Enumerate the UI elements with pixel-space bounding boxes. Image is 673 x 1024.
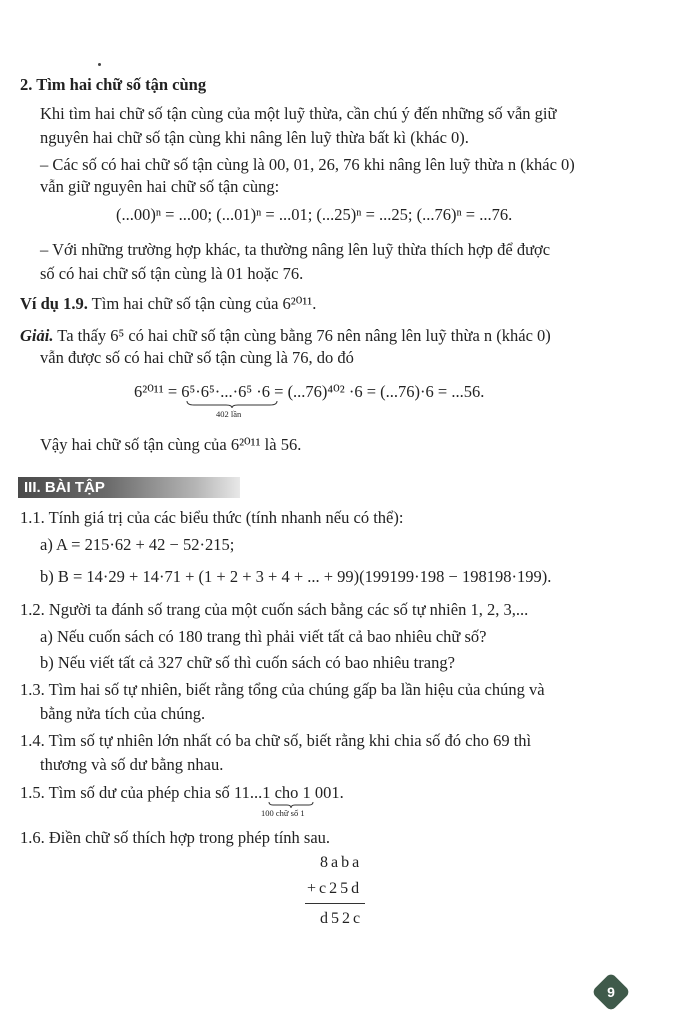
example-text: Tìm hai chữ số tận cùng của 6²⁰¹¹. bbox=[87, 294, 317, 313]
solution-text: Ta thấy 6⁵ có hai chữ số tận cùng bằng 76 nên nâng lên luỹ thừa n (khác 0) bbox=[53, 326, 551, 345]
formula-left: 6²⁰¹¹ = bbox=[134, 382, 182, 401]
exercise-1-2-a: a) Nếu cuốn sách có 180 trang thì phải viết tất cả bao nhiêu chữ số? bbox=[40, 627, 487, 646]
paragraph-line: nguyên hai chữ số tận cùng khi nâng lên luỹ thừa bất kì (khác 0). bbox=[40, 128, 469, 147]
page-number: 9 bbox=[607, 984, 615, 1000]
exercise-1-5-post: cho 1 001. bbox=[270, 783, 344, 802]
underbrace-note: 402 lần bbox=[216, 409, 242, 419]
paragraph-line: – Với những trường hợp khác, ta thường nâng lên luỹ thừa thích hợp để được bbox=[40, 240, 551, 259]
exercise-1-5-pre: 1.5. Tìm số dư của phép chia số bbox=[20, 783, 234, 802]
addition-sum: d52c bbox=[320, 910, 364, 927]
paragraph-line: vẫn giữ nguyên hai chữ số tận cùng: bbox=[40, 177, 280, 196]
stray-dot bbox=[98, 63, 101, 66]
formula-line: (...00)ⁿ = ...00; (...01)ⁿ = ...01; (...25)ⁿ = ...25; (...76)ⁿ = ...76. bbox=[116, 205, 513, 224]
exercise-1-1-b: b) B = 14·29 + 14·71 + (1 + 2 + 3 + 4 + ... + 99)(199199·198 − 198198·199). bbox=[40, 567, 552, 586]
exercise-1-1: 1.1. Tính giá trị của các biểu thức (tính nhanh nếu có thể): bbox=[20, 508, 404, 527]
exercise-1-2: 1.2. Người ta đánh số trang của một cuốn sách bằng các số tự nhiên 1, 2, 3,... bbox=[20, 600, 529, 619]
exercise-1-2-b: b) Nếu viết tất cả 327 chữ số thì cuốn sách có bao nhiêu trang? bbox=[40, 653, 455, 672]
paragraph-line: số có hai chữ số tận cùng là 01 hoặc 76. bbox=[40, 264, 304, 283]
exercise-1-5-number: 11...1 bbox=[233, 783, 271, 802]
paragraph-line: Khi tìm hai chữ số tận cùng của một luỹ thừa, cần chú ý đến những số vẫn giữ bbox=[40, 104, 557, 123]
underbrace-icon bbox=[268, 801, 314, 808]
underbrace-note: 100 chữ số 1 bbox=[261, 808, 305, 818]
section-heading: 2. Tìm hai chữ số tận cùng bbox=[20, 75, 207, 94]
exercise-1-5 bbox=[20, 785, 344, 802]
underbrace-icon bbox=[186, 400, 278, 408]
example-line bbox=[20, 296, 316, 313]
exercise-1-6: 1.6. Điền chữ số thích hợp trong phép tính sau. bbox=[20, 828, 331, 847]
exercise-1-3-cont: bằng nửa tích của chúng. bbox=[40, 704, 206, 723]
exercise-1-4-cont: thương và số dư bằng nhau. bbox=[40, 755, 224, 774]
paragraph-line: – Các số có hai chữ số tận cùng là 00, 01, 26, 76 khi nâng lên luỹ thừa n (khác 0) bbox=[40, 155, 575, 174]
exercise-1-4: 1.4. Tìm số tự nhiên lớn nhất có ba chữ số, biết rằng khi chia số đó cho 69 thì bbox=[20, 731, 532, 750]
formula-right: ·6 = (...76)⁴⁰² ·6 = (...76)·6 = ...56. bbox=[252, 382, 485, 401]
conclusion-line: Vậy hai chữ số tận cùng của 6²⁰¹¹ là 56. bbox=[40, 435, 302, 454]
paragraph-line: vẫn được số có hai chữ số tận cùng là 76, do đó bbox=[40, 348, 354, 367]
exercise-1-3: 1.3. Tìm hai số tự nhiên, biết rằng tổng của chúng gấp ba lần hiệu của chúng và bbox=[20, 680, 545, 699]
solution-label: Giải. bbox=[20, 326, 54, 345]
addition-top: 8aba bbox=[320, 854, 363, 871]
section-banner-label: III. BÀI TẬP bbox=[24, 479, 105, 496]
exercise-1-1-a: a) A = 215·62 + 42 − 52·215; bbox=[40, 535, 235, 554]
example-label: Ví dụ 1.9. bbox=[20, 294, 88, 313]
addition-middle: +c25d bbox=[307, 880, 363, 897]
formula-line bbox=[134, 384, 484, 401]
solution-line bbox=[20, 328, 551, 345]
addition-rule bbox=[305, 903, 365, 904]
section-banner bbox=[18, 477, 240, 498]
formula-underbraced: 6⁵·6⁵·...·6⁵ bbox=[181, 382, 253, 401]
